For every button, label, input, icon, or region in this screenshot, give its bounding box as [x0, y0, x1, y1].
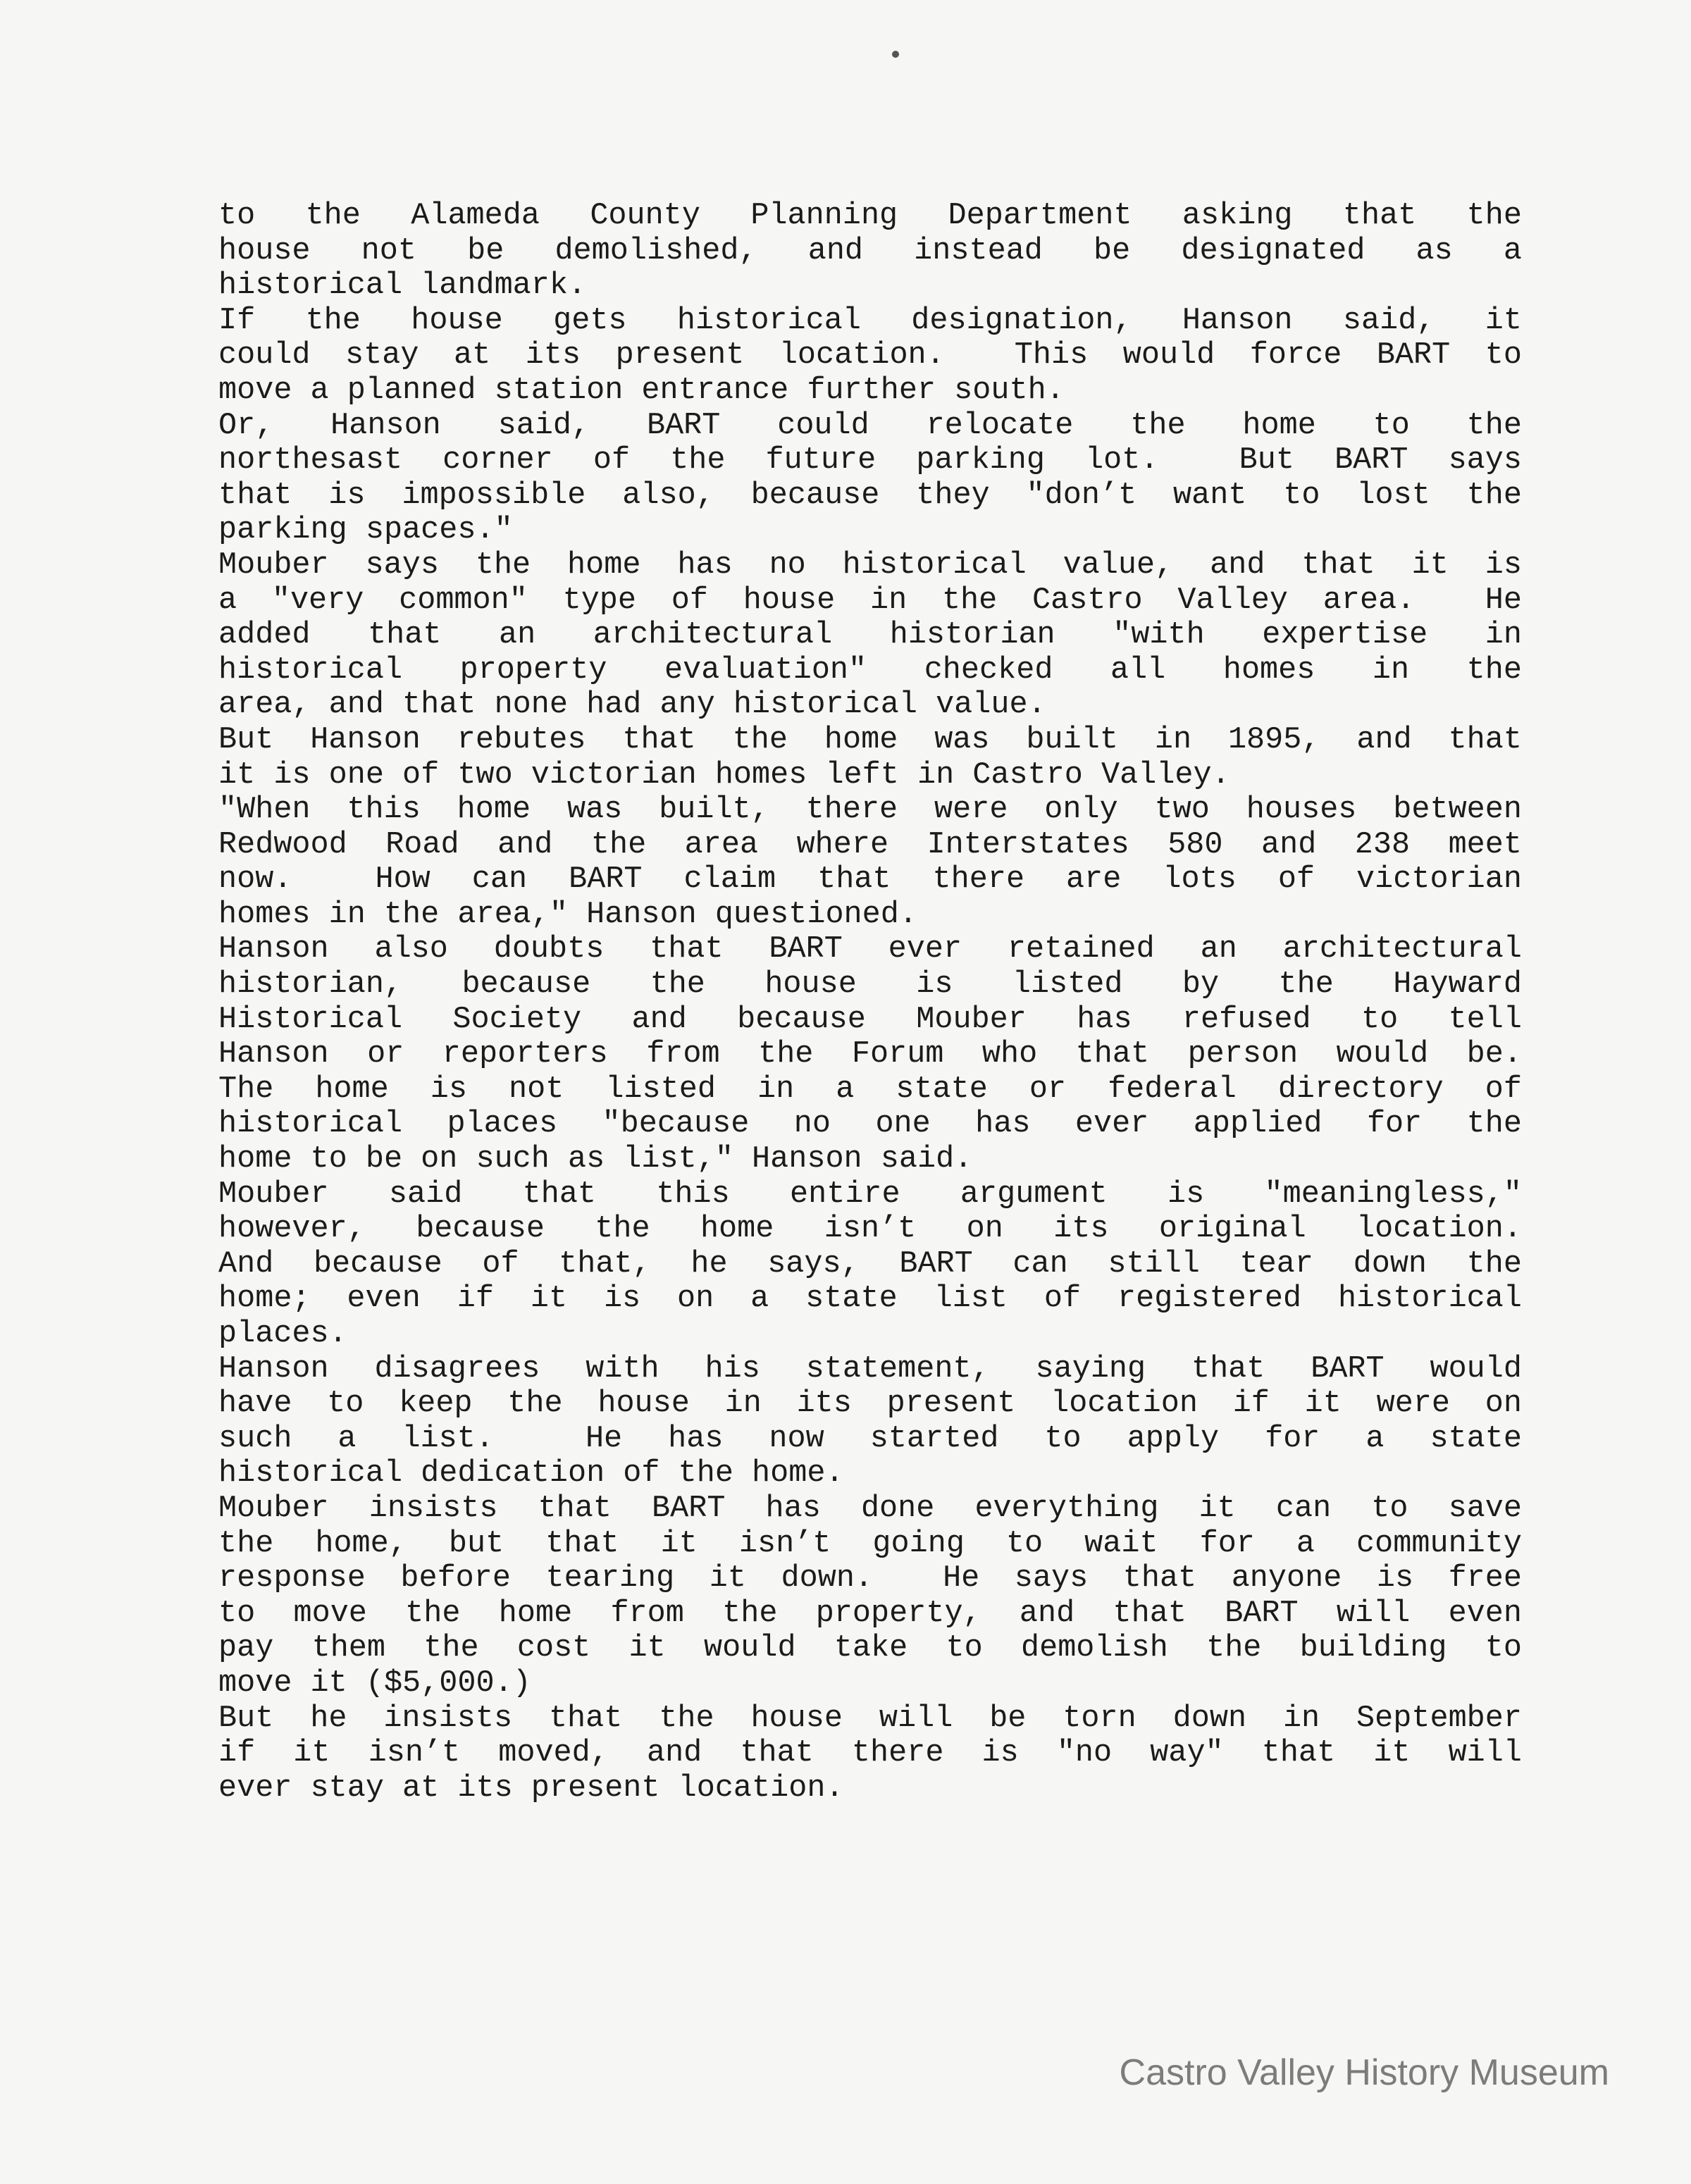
text-line: If the house gets historical designation, Hanson said, it [218, 303, 1522, 338]
text-line: to move the home from the property, and that BART will even [218, 1596, 1522, 1631]
text-line: historical dedication of the home. [218, 1456, 844, 1491]
text-line: have to keep the house in its present location if it were on [218, 1386, 1522, 1422]
text-line: historian, because the house is listed by the Hayward [218, 967, 1522, 1003]
text-line: homes in the area," Hanson questioned. [218, 897, 917, 932]
text-line: The home is not listed in a state or federal directory of [218, 1072, 1522, 1107]
text-line: Hanson or reporters from the Forum who that person would be. [218, 1037, 1522, 1072]
text-line: a "very common" type of house in the Castro Valley area. He [218, 583, 1522, 618]
scan-dot-mark [892, 51, 899, 58]
text-line: pay them the cost it would take to demolish the building to [218, 1631, 1522, 1666]
text-line: Historical Society and because Mouber has refused to tell [218, 1002, 1522, 1037]
text-line: Hanson also doubts that BART ever retained an architectural [218, 932, 1522, 967]
text-line: northesast corner of the future parking lot. But BART says [218, 443, 1522, 478]
text-line: parking spaces." [218, 513, 513, 548]
text-line: added that an architectural historian "with expertise in [218, 618, 1522, 653]
text-line: "When this home was built, there were only two houses between [218, 793, 1522, 828]
text-line: ever stay at its present location. [218, 1770, 844, 1806]
text-line: Mouber said that this entire argument is "meaningless," [218, 1177, 1522, 1212]
text-line: And because of that, he says, BART can still tear down the [218, 1246, 1522, 1282]
text-line: historical places "because no one has ever applied for the [218, 1107, 1522, 1142]
text-line: that is impossible also, because they "don’t want to lost the [218, 478, 1522, 513]
text-line: move it ($5,000.) [218, 1665, 531, 1701]
text-line: response before tearing it down. He says that anyone is free [218, 1561, 1522, 1596]
text-line: however, because the home isn’t on its original location. [218, 1212, 1522, 1247]
text-line: move a planned station entrance further south. [218, 373, 1065, 408]
text-line: historical property evaluation" checked all homes in the [218, 652, 1522, 688]
text-line: such a list. He has now started to apply for a state [218, 1421, 1522, 1456]
text-line: Redwood Road and the area where Interstates 580 and 238 meet [218, 827, 1522, 862]
text-line: Mouber says the home has no historical value, and that it is [218, 547, 1522, 583]
text-line: Mouber insists that BART has done everything it can to save [218, 1491, 1522, 1526]
text-line: now. How can BART claim that there are lots of victorian [218, 862, 1522, 898]
text-line: to the Alameda County Planning Department asking that the [218, 199, 1522, 233]
text-line: house not be demolished, and instead be designated as a [218, 233, 1522, 268]
text-line: the home, but that it isn’t going to wait for a community [218, 1526, 1522, 1561]
text-line: could stay at its present location. This would force BART to [218, 338, 1522, 373]
text-line: But Hanson rebutes that the home was built in 1895, and that [218, 722, 1522, 757]
text-line: historical landmark. [218, 268, 587, 304]
museum-watermark-label: Castro Valley History Museum [1119, 2052, 1609, 2093]
text-line: home; even if it is on a state list of registered historical [218, 1282, 1522, 1317]
text-line: But he insists that the house will be torn down in September [218, 1701, 1522, 1736]
text-line: home to be on such as list," Hanson said. [218, 1142, 973, 1177]
text-line: it is one of two victorian homes left in Castro Valley. [218, 757, 1230, 793]
text-line: Or, Hanson said, BART could relocate the home to the [218, 408, 1522, 443]
text-line: if it isn’t moved, and that there is "no way" that it will [218, 1736, 1522, 1771]
article-body [218, 199, 1522, 1806]
text-line: area, and that none had any historical value. [218, 688, 1046, 723]
text-line: places. [218, 1317, 347, 1351]
text-line: Hanson disagrees with his statement, saying that BART would [218, 1351, 1522, 1386]
